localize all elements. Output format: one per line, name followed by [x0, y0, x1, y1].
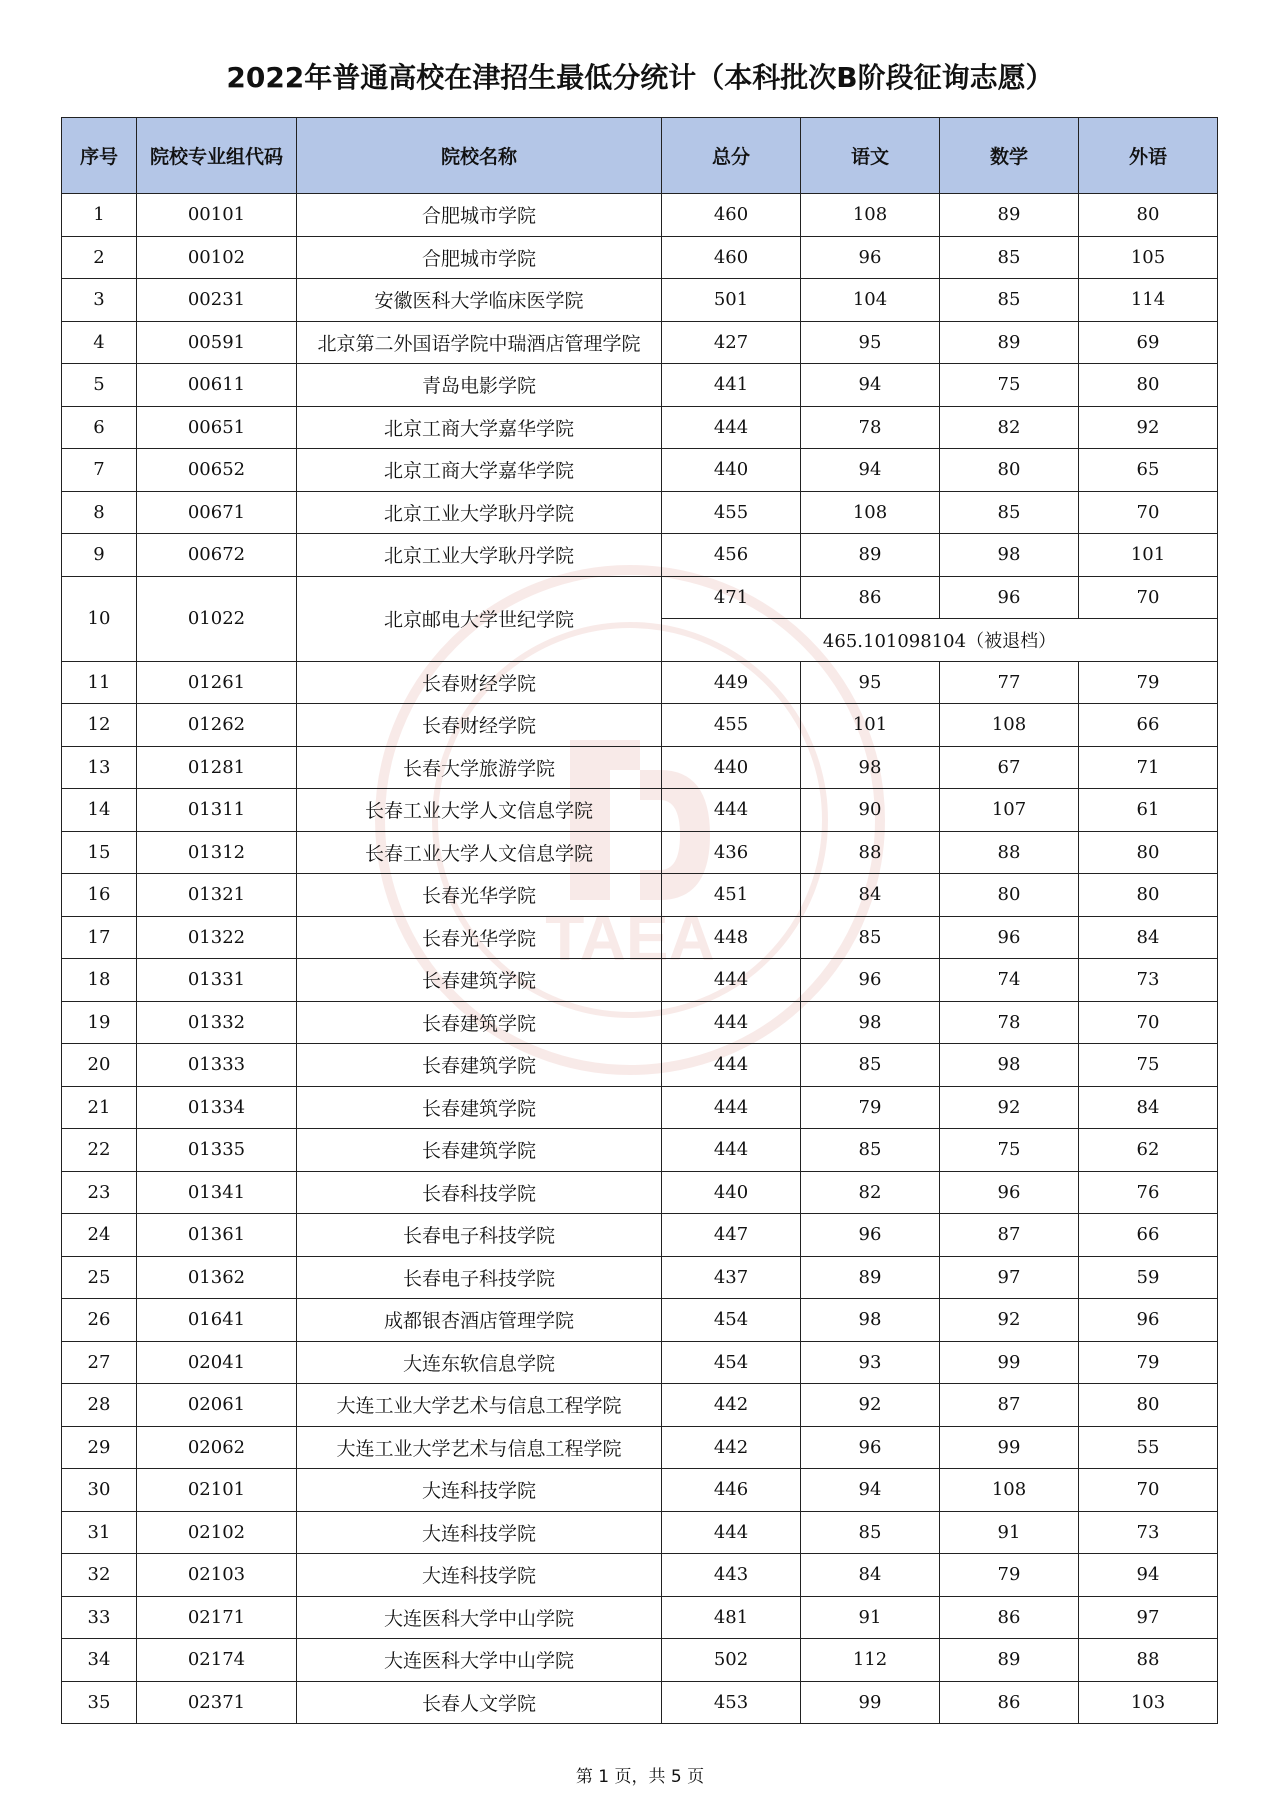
cell-math: 75 [940, 364, 1079, 407]
cell-english: 70 [1079, 1469, 1218, 1512]
cell-idx: 4 [62, 321, 137, 364]
cell-chinese: 82 [801, 1171, 940, 1214]
cell-code: 01281 [137, 746, 297, 789]
cell-math: 87 [940, 1214, 1079, 1257]
cell-name: 北京邮电大学世纪学院 [297, 576, 662, 661]
cell-math: 77 [940, 661, 1079, 704]
cell-code: 01311 [137, 789, 297, 832]
cell-english: 70 [1079, 1001, 1218, 1044]
cell-idx: 8 [62, 491, 137, 534]
cell-math: 91 [940, 1511, 1079, 1554]
cell-name: 大连医科大学中山学院 [297, 1596, 662, 1639]
cell-name: 大连东软信息学院 [297, 1341, 662, 1384]
header-math: 数学 [940, 118, 1079, 194]
cell-chinese: 96 [801, 236, 940, 279]
cell-code: 00651 [137, 406, 297, 449]
cell-math: 96 [940, 1171, 1079, 1214]
header-row [62, 118, 1218, 194]
cell-chinese: 101 [801, 704, 940, 747]
table-row [62, 1044, 1218, 1087]
table-row [62, 874, 1218, 917]
cell-idx: 1 [62, 194, 137, 237]
cell-idx: 2 [62, 236, 137, 279]
cell-english: 101 [1079, 534, 1218, 577]
cell-total: 427 [662, 321, 801, 364]
cell-english: 80 [1079, 1384, 1218, 1427]
cell-idx: 18 [62, 959, 137, 1002]
table-row [62, 916, 1218, 959]
watermark-text: TAEA [545, 902, 715, 974]
table-row [62, 789, 1218, 832]
cell-code: 00231 [137, 279, 297, 322]
cell-total: 440 [662, 449, 801, 492]
cell-name: 大连医科大学中山学院 [297, 1639, 662, 1682]
cell-chinese: 96 [801, 959, 940, 1002]
cell-code: 02062 [137, 1426, 297, 1469]
cell-name: 长春光华学院 [297, 874, 662, 917]
cell-code: 02171 [137, 1596, 297, 1639]
cell-english: 114 [1079, 279, 1218, 322]
cell-name: 长春财经学院 [297, 661, 662, 704]
cell-name: 大连科技学院 [297, 1469, 662, 1512]
cell-name: 北京工商大学嘉华学院 [297, 406, 662, 449]
table-row [62, 1171, 1218, 1214]
cell-chinese: 93 [801, 1341, 940, 1384]
cell-code: 01321 [137, 874, 297, 917]
cell-code: 01641 [137, 1299, 297, 1342]
cell-code: 01362 [137, 1256, 297, 1299]
cell-english: 55 [1079, 1426, 1218, 1469]
cell-idx: 3 [62, 279, 137, 322]
cell-math: 98 [940, 1044, 1079, 1087]
table-row [62, 279, 1218, 322]
cell-idx: 19 [62, 1001, 137, 1044]
cell-math: 86 [940, 1681, 1079, 1724]
cell-chinese: 95 [801, 661, 940, 704]
cell-chinese: 85 [801, 916, 940, 959]
cell-english: 59 [1079, 1256, 1218, 1299]
cell-name: 长春建筑学院 [297, 1129, 662, 1172]
cell-total: 442 [662, 1384, 801, 1427]
cell-math: 87 [940, 1384, 1079, 1427]
table-row [62, 576, 1218, 619]
table-body [62, 194, 1218, 1724]
table-row [62, 1341, 1218, 1384]
cell-name: 北京工业大学耿丹学院 [297, 491, 662, 534]
cell-english: 84 [1079, 916, 1218, 959]
cell-math: 96 [940, 916, 1079, 959]
cell-english: 80 [1079, 194, 1218, 237]
table-row [62, 1426, 1218, 1469]
cell-math: 75 [940, 1129, 1079, 1172]
cell-total: 446 [662, 1469, 801, 1512]
header-idx: 序号 [62, 118, 137, 194]
cell-total: 454 [662, 1341, 801, 1384]
cell-idx: 27 [62, 1341, 137, 1384]
table-row [62, 1596, 1218, 1639]
cell-total: 440 [662, 1171, 801, 1214]
table-row [62, 959, 1218, 1002]
cell-idx: 7 [62, 449, 137, 492]
cell-total: 441 [662, 364, 801, 407]
cell-name: 成都银杏酒店管理学院 [297, 1299, 662, 1342]
table-row [62, 1214, 1218, 1257]
cell-math: 88 [940, 831, 1079, 874]
cell-name: 大连工业大学艺术与信息工程学院 [297, 1384, 662, 1427]
cell-name: 长春科技学院 [297, 1171, 662, 1214]
cell-idx: 5 [62, 364, 137, 407]
cell-name: 长春建筑学院 [297, 1001, 662, 1044]
cell-code: 02041 [137, 1341, 297, 1384]
table-row [62, 831, 1218, 874]
header-name: 院校名称 [297, 118, 662, 194]
cell-total: 444 [662, 1129, 801, 1172]
cell-math: 89 [940, 1639, 1079, 1682]
page-footer: 第 1 页，共 5 页 [575, 1767, 705, 1787]
cell-name: 长春电子科技学院 [297, 1214, 662, 1257]
cell-name: 合肥城市学院 [297, 236, 662, 279]
header-english: 外语 [1079, 118, 1218, 194]
cell-chinese: 78 [801, 406, 940, 449]
table-row [62, 1639, 1218, 1682]
cell-total: 440 [662, 746, 801, 789]
cell-total: 454 [662, 1299, 801, 1342]
cell-chinese: 95 [801, 321, 940, 364]
cell-english: 73 [1079, 1511, 1218, 1554]
table-row [62, 491, 1218, 534]
cell-code: 01331 [137, 959, 297, 1002]
cell-name: 长春工业大学人文信息学院 [297, 789, 662, 832]
cell-total: 447 [662, 1214, 801, 1257]
header-chinese: 语文 [801, 118, 940, 194]
cell-total: 444 [662, 1511, 801, 1554]
cell-total: 444 [662, 1001, 801, 1044]
cell-idx: 24 [62, 1214, 137, 1257]
cell-total: 443 [662, 1554, 801, 1597]
cell-chinese: 89 [801, 534, 940, 577]
cell-math: 97 [940, 1256, 1079, 1299]
cell-idx: 31 [62, 1511, 137, 1554]
cell-math: 74 [940, 959, 1079, 1002]
cell-code: 01332 [137, 1001, 297, 1044]
cell-code: 01022 [137, 576, 297, 661]
cell-code: 00101 [137, 194, 297, 237]
table-row [62, 321, 1218, 364]
cell-total: 444 [662, 1086, 801, 1129]
header-code: 院校专业组代码 [137, 118, 297, 194]
cell-math: 67 [940, 746, 1079, 789]
cell-name: 长春人文学院 [297, 1681, 662, 1724]
score-table [61, 117, 1218, 1724]
cell-code: 01322 [137, 916, 297, 959]
cell-total: 444 [662, 959, 801, 1002]
cell-chinese: 112 [801, 1639, 940, 1682]
cell-math: 86 [940, 1596, 1079, 1639]
cell-math: 85 [940, 279, 1079, 322]
cell-chinese: 96 [801, 1214, 940, 1257]
cell-total: 444 [662, 406, 801, 449]
cell-idx: 20 [62, 1044, 137, 1087]
cell-math: 89 [940, 321, 1079, 364]
table-row [62, 364, 1218, 407]
cell-math: 92 [940, 1299, 1079, 1342]
cell-idx: 13 [62, 746, 137, 789]
cell-chinese: 98 [801, 1001, 940, 1044]
cell-total: 471 [662, 576, 801, 619]
cell-idx: 26 [62, 1299, 137, 1342]
cell-math: 108 [940, 1469, 1079, 1512]
cell-english: 103 [1079, 1681, 1218, 1724]
cell-name: 北京第二外国语学院中瑞酒店管理学院 [297, 321, 662, 364]
cell-code: 00591 [137, 321, 297, 364]
cell-idx: 21 [62, 1086, 137, 1129]
cell-total: 444 [662, 789, 801, 832]
cell-math: 96 [940, 576, 1079, 619]
header-total: 总分 [662, 118, 801, 194]
cell-chinese: 104 [801, 279, 940, 322]
table-row [62, 1299, 1218, 1342]
cell-chinese: 108 [801, 194, 940, 237]
cell-chinese: 92 [801, 1384, 940, 1427]
cell-total: 501 [662, 279, 801, 322]
cell-chinese: 85 [801, 1511, 940, 1554]
cell-total: 442 [662, 1426, 801, 1469]
cell-code: 01312 [137, 831, 297, 874]
cell-english: 73 [1079, 959, 1218, 1002]
cell-chinese: 84 [801, 1554, 940, 1597]
cell-total: 456 [662, 534, 801, 577]
cell-idx: 6 [62, 406, 137, 449]
cell-idx: 16 [62, 874, 137, 917]
table-row [62, 1384, 1218, 1427]
cell-name: 长春建筑学院 [297, 1044, 662, 1087]
cell-code: 02061 [137, 1384, 297, 1427]
cell-idx: 30 [62, 1469, 137, 1512]
cell-idx: 14 [62, 789, 137, 832]
cell-name: 青岛电影学院 [297, 364, 662, 407]
cell-idx: 12 [62, 704, 137, 747]
cell-chinese: 98 [801, 746, 940, 789]
table-row [62, 1086, 1218, 1129]
cell-name: 长春工业大学人文信息学院 [297, 831, 662, 874]
cell-math: 82 [940, 406, 1079, 449]
cell-name: 长春财经学院 [297, 704, 662, 747]
cell-idx: 35 [62, 1681, 137, 1724]
cell-idx: 11 [62, 661, 137, 704]
cell-english: 96 [1079, 1299, 1218, 1342]
cell-math: 80 [940, 449, 1079, 492]
cell-code: 01334 [137, 1086, 297, 1129]
cell-math: 79 [940, 1554, 1079, 1597]
table-row [62, 661, 1218, 704]
cell-code: 01333 [137, 1044, 297, 1087]
cell-idx: 25 [62, 1256, 137, 1299]
cell-code: 01261 [137, 661, 297, 704]
cell-note: 465.101098104（被退档） [662, 619, 1218, 662]
cell-name: 大连科技学院 [297, 1511, 662, 1554]
cell-idx: 22 [62, 1129, 137, 1172]
cell-code: 02371 [137, 1681, 297, 1724]
cell-idx: 17 [62, 916, 137, 959]
cell-english: 70 [1079, 491, 1218, 534]
cell-chinese: 84 [801, 874, 940, 917]
cell-math: 92 [940, 1086, 1079, 1129]
cell-english: 84 [1079, 1086, 1218, 1129]
cell-name: 合肥城市学院 [297, 194, 662, 237]
table-row [62, 1001, 1218, 1044]
table-row [62, 406, 1218, 449]
cell-idx: 15 [62, 831, 137, 874]
cell-english: 92 [1079, 406, 1218, 449]
cell-english: 62 [1079, 1129, 1218, 1172]
cell-english: 105 [1079, 236, 1218, 279]
cell-english: 65 [1079, 449, 1218, 492]
table-row [62, 194, 1218, 237]
cell-chinese: 94 [801, 364, 940, 407]
cell-name: 大连工业大学艺术与信息工程学院 [297, 1426, 662, 1469]
cell-math: 85 [940, 491, 1079, 534]
cell-chinese: 88 [801, 831, 940, 874]
cell-english: 66 [1079, 1214, 1218, 1257]
cell-name: 安徽医科大学临床医学院 [297, 279, 662, 322]
cell-total: 455 [662, 491, 801, 534]
cell-total: 460 [662, 236, 801, 279]
cell-english: 80 [1079, 831, 1218, 874]
cell-name: 长春建筑学院 [297, 959, 662, 1002]
cell-code: 00102 [137, 236, 297, 279]
cell-name: 长春光华学院 [297, 916, 662, 959]
table-row [62, 746, 1218, 789]
cell-total: 449 [662, 661, 801, 704]
cell-name: 长春大学旅游学院 [297, 746, 662, 789]
cell-code: 02174 [137, 1639, 297, 1682]
table-row [62, 1511, 1218, 1554]
cell-math: 99 [940, 1426, 1079, 1469]
cell-name: 北京工商大学嘉华学院 [297, 449, 662, 492]
cell-chinese: 89 [801, 1256, 940, 1299]
cell-idx: 33 [62, 1596, 137, 1639]
cell-chinese: 91 [801, 1596, 940, 1639]
cell-name: 长春电子科技学院 [297, 1256, 662, 1299]
cell-english: 79 [1079, 661, 1218, 704]
cell-chinese: 94 [801, 1469, 940, 1512]
cell-total: 448 [662, 916, 801, 959]
cell-name: 长春建筑学院 [297, 1086, 662, 1129]
cell-chinese: 108 [801, 491, 940, 534]
cell-math: 80 [940, 874, 1079, 917]
cell-chinese: 85 [801, 1044, 940, 1087]
cell-chinese: 94 [801, 449, 940, 492]
cell-name: 大连科技学院 [297, 1554, 662, 1597]
cell-code: 00611 [137, 364, 297, 407]
cell-code: 01262 [137, 704, 297, 747]
cell-chinese: 79 [801, 1086, 940, 1129]
cell-english: 76 [1079, 1171, 1218, 1214]
cell-idx: 9 [62, 534, 137, 577]
cell-total: 451 [662, 874, 801, 917]
cell-code: 02102 [137, 1511, 297, 1554]
cell-chinese: 96 [801, 1426, 940, 1469]
cell-math: 107 [940, 789, 1079, 832]
cell-math: 99 [940, 1341, 1079, 1384]
cell-english: 80 [1079, 874, 1218, 917]
cell-english: 75 [1079, 1044, 1218, 1087]
cell-chinese: 85 [801, 1129, 940, 1172]
cell-code: 01341 [137, 1171, 297, 1214]
cell-total: 453 [662, 1681, 801, 1724]
cell-math: 85 [940, 236, 1079, 279]
table-row [62, 449, 1218, 492]
cell-chinese: 99 [801, 1681, 940, 1724]
table-row [62, 1554, 1218, 1597]
cell-code: 01361 [137, 1214, 297, 1257]
table-row [62, 1681, 1218, 1724]
cell-math: 108 [940, 704, 1079, 747]
cell-code: 01335 [137, 1129, 297, 1172]
cell-math: 89 [940, 194, 1079, 237]
page-title: 2022年普通高校在津招生最低分统计（本科批次B阶段征询志愿） [226, 61, 1054, 94]
cell-total: 502 [662, 1639, 801, 1682]
cell-code: 00672 [137, 534, 297, 577]
cell-english: 61 [1079, 789, 1218, 832]
cell-chinese: 86 [801, 576, 940, 619]
cell-english: 94 [1079, 1554, 1218, 1597]
cell-math: 78 [940, 1001, 1079, 1044]
cell-english: 69 [1079, 321, 1218, 364]
cell-english: 66 [1079, 704, 1218, 747]
table-row [62, 236, 1218, 279]
cell-chinese: 90 [801, 789, 940, 832]
cell-idx: 32 [62, 1554, 137, 1597]
cell-name: 北京工业大学耿丹学院 [297, 534, 662, 577]
table-row [62, 1129, 1218, 1172]
cell-english: 70 [1079, 576, 1218, 619]
cell-english: 97 [1079, 1596, 1218, 1639]
cell-idx: 10 [62, 576, 137, 661]
cell-math: 98 [940, 534, 1079, 577]
cell-english: 88 [1079, 1639, 1218, 1682]
cell-code: 02103 [137, 1554, 297, 1597]
table-row [62, 534, 1218, 577]
table-row [62, 1469, 1218, 1512]
cell-idx: 28 [62, 1384, 137, 1427]
cell-code: 00652 [137, 449, 297, 492]
table-row [62, 1256, 1218, 1299]
cell-idx: 29 [62, 1426, 137, 1469]
cell-english: 80 [1079, 364, 1218, 407]
cell-total: 437 [662, 1256, 801, 1299]
cell-total: 444 [662, 1044, 801, 1087]
cell-total: 460 [662, 194, 801, 237]
cell-code: 00671 [137, 491, 297, 534]
cell-idx: 34 [62, 1639, 137, 1682]
cell-chinese: 98 [801, 1299, 940, 1342]
cell-idx: 23 [62, 1171, 137, 1214]
table-row [62, 704, 1218, 747]
cell-english: 79 [1079, 1341, 1218, 1384]
cell-total: 436 [662, 831, 801, 874]
cell-total: 481 [662, 1596, 801, 1639]
cell-english: 71 [1079, 746, 1218, 789]
cell-code: 02101 [137, 1469, 297, 1512]
cell-total: 455 [662, 704, 801, 747]
